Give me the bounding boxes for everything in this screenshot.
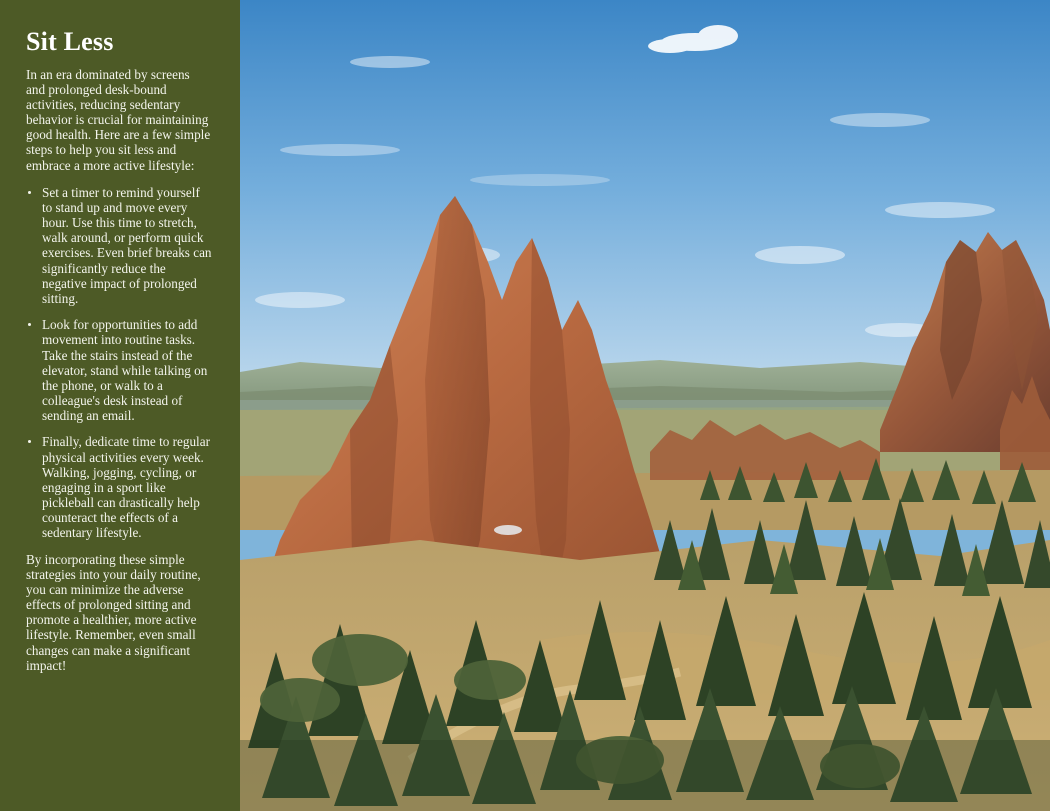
list-item [26, 317, 212, 423]
bullet-dot-icon [28, 191, 31, 194]
bullet-dot-icon [28, 323, 31, 326]
intro-paragraph: In an era dominated by screens and prolonged desk-bound activities, reducing sedentary behavior is crucial for maintaining good health. Here are a few simple steps to help you sit less and embrace a more active lifestyle: [26, 66, 211, 173]
bullet-dot-icon [28, 440, 31, 443]
list-item [26, 185, 212, 306]
photo-illustration [240, 0, 1050, 811]
article-text-panel [0, 0, 240, 811]
list-item [26, 434, 212, 540]
closing-paragraph: By incorporating these simple strategies into your daily routine, you can minimize the adverse effects of prolonged sitting and promote a healthier, more active lifestyle. Remember, even small changes can make a significant impact! [26, 551, 201, 673]
page-title: Sit Less [26, 27, 114, 56]
list-item-text: Finally, dedicate time to regular physical activities every week. Walking, jogging, cycling, or engaging in a sport like pickleball can drastically help counteract the effects of a sedentary lifestyle. [42, 434, 210, 541]
list-item-text: Look for opportunities to add movement into routine tasks. Take the stairs instead of the elevator, stand while talking on the phone, or walk to a colleague's desk instead of sending an email. [42, 317, 208, 424]
landscape-photo [240, 0, 1050, 811]
list-item-text: Set a timer to remind yourself to stand up and move every hour. Use this time to stretch, walk around, or perform quick exercises. Even brief breaks can significantly reduce the negative impact of prolonged sitting. [42, 184, 212, 306]
tips-list [26, 185, 212, 541]
